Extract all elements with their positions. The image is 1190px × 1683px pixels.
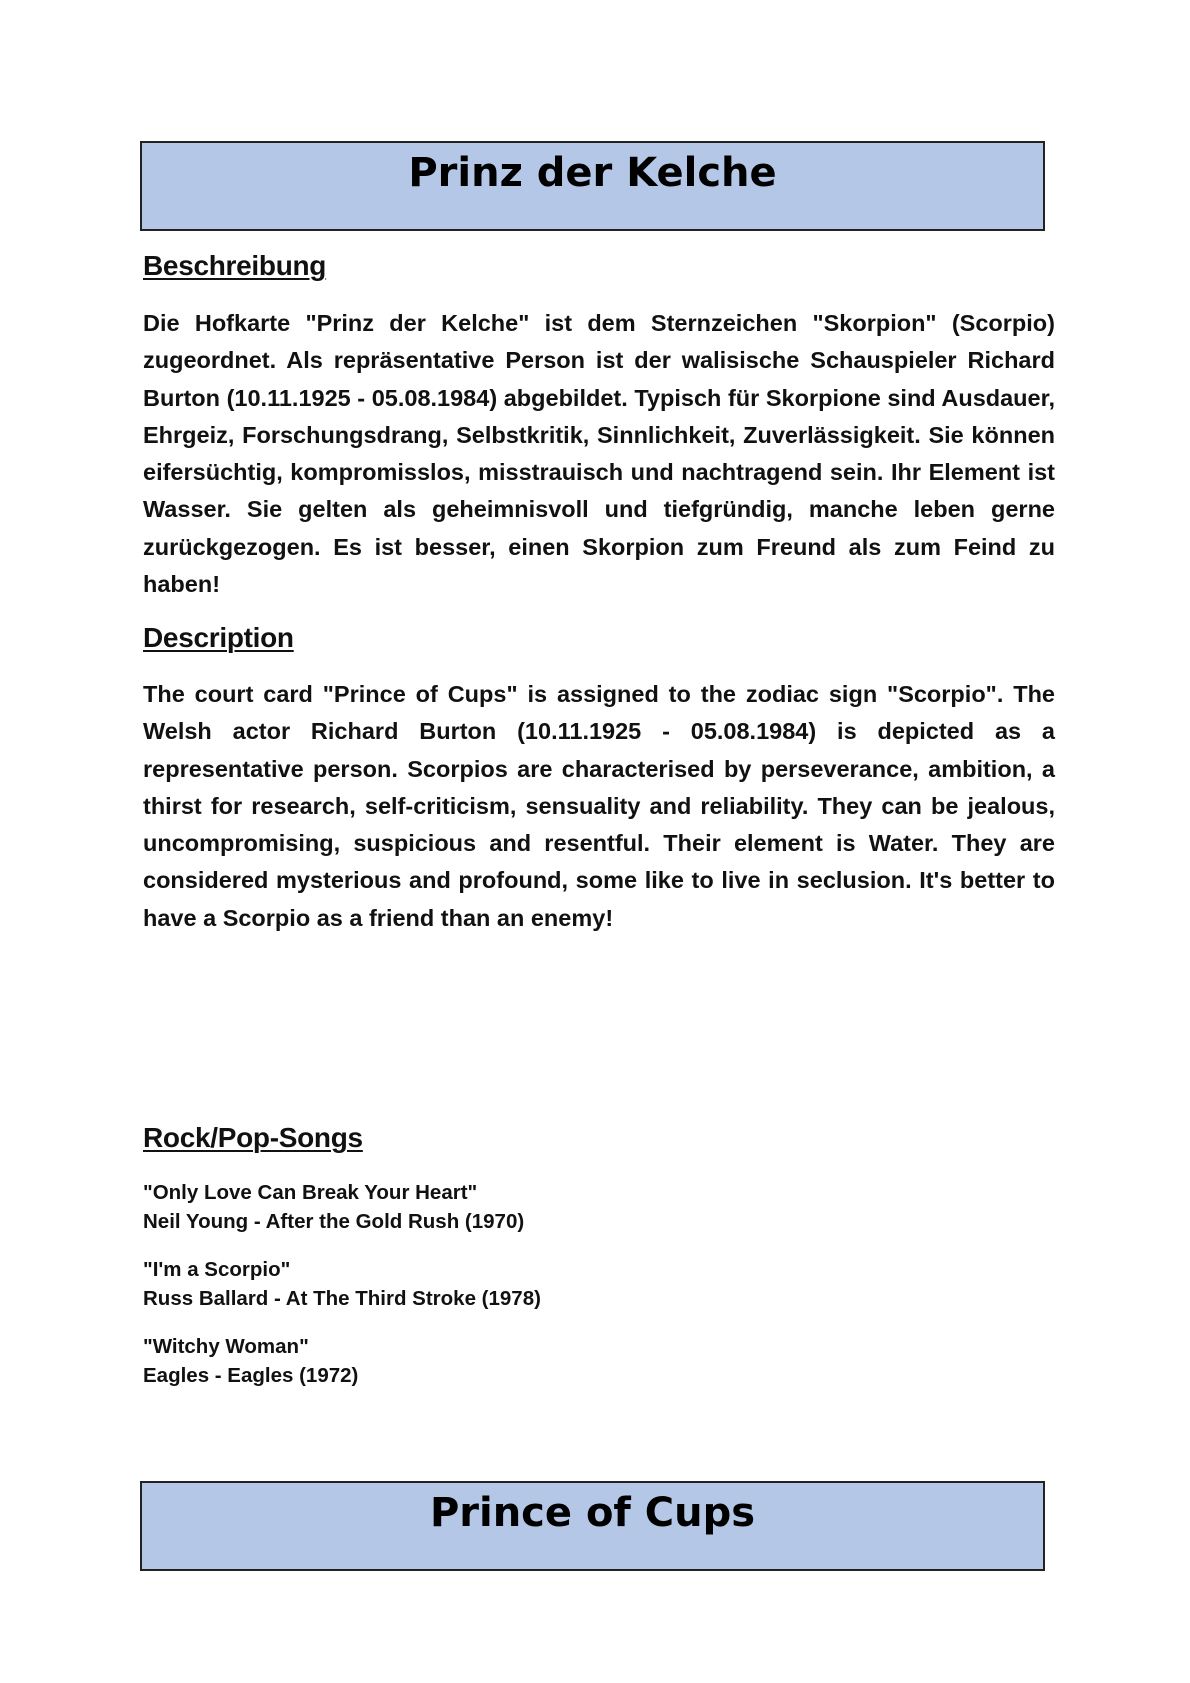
german-section-heading: Beschreibung <box>143 250 327 281</box>
german-title-banner <box>140 141 1045 231</box>
song-artist-album: Eagles - Eagles (1972) <box>143 1364 359 1387</box>
song-item <box>143 1332 541 1390</box>
english-description-paragraph: The court card "Prince of Cups" is assigned to the zodiac sign "Scorpio". The Welsh actor Richard Burton (10.11.1925 - 05.08.1984) is depicted as a representative person. Scorpios are characterised by perseverance, ambition, a thirst for research, self-criticism, sensuality and reliability. They can be jealous, uncompromising, suspicious and resentful. Their element is Water. They are considered mysterious and profound, some like to live in seclusion. It's better to have a Scorpio as a friend than an enemy! <box>143 681 1055 931</box>
english-title-banner <box>140 1481 1045 1571</box>
english-section-heading: Description <box>143 622 294 653</box>
song-title: "I'm a Scorpio" <box>143 1258 291 1281</box>
page-title-german: Prinz der Kelche <box>408 150 777 196</box>
song-artist-album: Neil Young - After the Gold Rush (1970) <box>143 1210 525 1233</box>
german-description-paragraph: Die Hofkarte "Prinz der Kelche" ist dem Sternzeichen "Skorpion" (Scorpio) zugeordnet. Als repräsentative Person ist der walisische Schauspieler Richard Burton (10.11.1925 - 05.08.1984) abgebildet. Typisch für Skorpione sind Ausdauer, Ehrgeiz, Forschungsdrang, Selbstkritik, Sinnlichkeit, Zuverlässigkeit. Sie können eifersüchtig, kompromisslos, misstrauisch und nachtragend sein. Ihr Element ist Wasser. Sie gelten als geheimnisvoll und tiefgründig, manche leben gerne zurückgezogen. Es ist besser, einen Skorpion zum Freund als zum Feind zu haben! <box>143 310 1055 598</box>
page-title-english: Prince of Cups <box>429 1490 756 1536</box>
songs-section-heading: Rock/Pop-Songs <box>143 1122 363 1153</box>
song-title: "Only Love Can Break Your Heart" <box>143 1181 478 1204</box>
songs-list <box>143 1178 541 1409</box>
song-item <box>143 1178 541 1236</box>
song-item <box>143 1255 541 1313</box>
song-artist-album: Russ Ballard - At The Third Stroke (1978) <box>143 1287 541 1310</box>
song-title: "Witchy Woman" <box>143 1335 309 1358</box>
